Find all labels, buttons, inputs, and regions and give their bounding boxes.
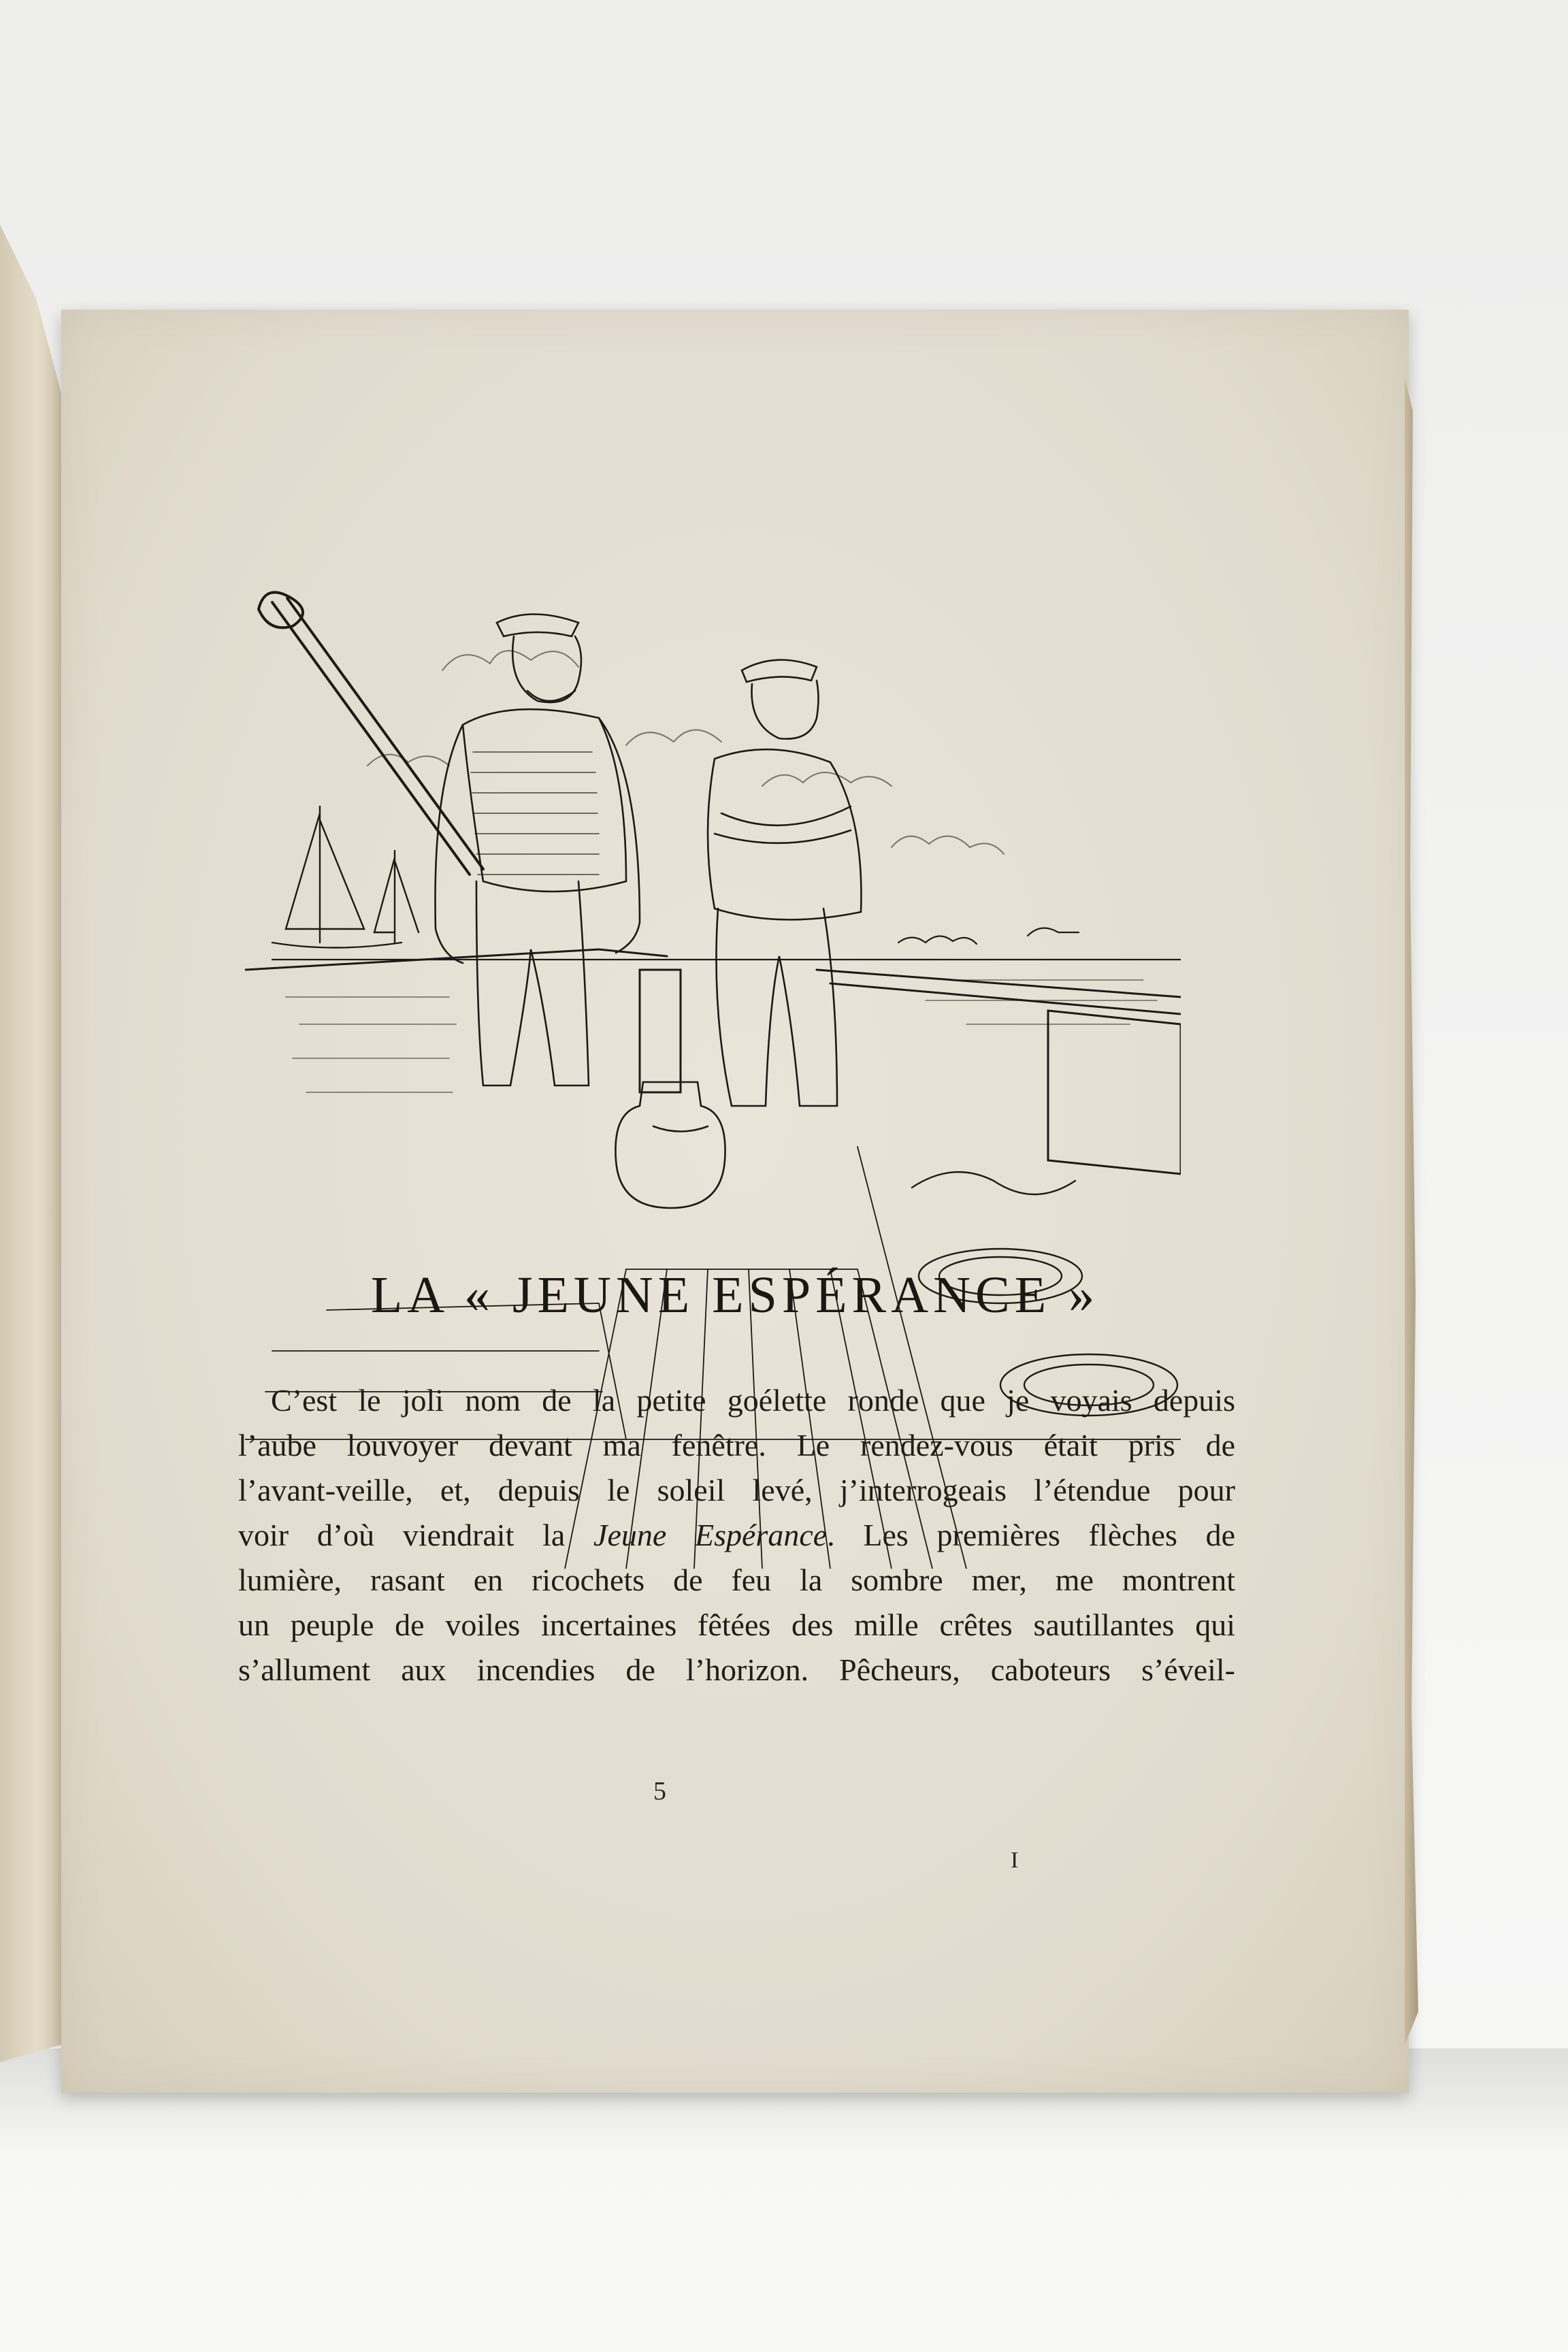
text-line: lumière, rasant en ricochets de feu la sombre mer, me montrent (238, 1563, 1235, 1597)
signature-mark: I (1011, 1848, 1019, 1873)
sea-strokes (286, 980, 1157, 1092)
distant-sailboats (272, 806, 419, 948)
text-segment: . Les premières flèches de (827, 1518, 1235, 1552)
text-line: C’est le joli nom de la petite goélette ronde que je voyais depuis (271, 1383, 1235, 1418)
previous-page-edge (0, 225, 65, 2062)
text-segment: voir d’où viendrait la (238, 1518, 594, 1552)
right-sailor (708, 660, 861, 1106)
vest-hatching (471, 752, 599, 875)
left-sailor (436, 615, 640, 1086)
horizon (272, 928, 1181, 960)
sky-clouds (368, 651, 1004, 854)
text-line: s’allument aux incendies de l’horizon. Pêcheurs, caboteurs s’éveil- (238, 1652, 1235, 1687)
boat-name-italic: Jeune Espérance (593, 1518, 828, 1552)
body-paragraph (238, 1378, 1235, 1693)
text-line: un peuple de voiles incertaines fêtées des mille crêtes sautillantes qui (238, 1607, 1235, 1642)
text-line: l’aube louvoyer devant ma fenêtre. Le rendez-vous était pris de (238, 1428, 1235, 1463)
text-line (238, 1513, 1235, 1558)
book-page (61, 310, 1409, 2093)
text-line: l’avant-veille, et, depuis le soleil levé, j’interrogeais l’étendue pour (238, 1473, 1235, 1507)
chapter-title: LA « JEUNE ESPÉRANCE » (370, 1267, 1100, 1324)
deck-rails (245, 949, 1181, 1174)
boom-pole (259, 592, 483, 875)
page-number: 5 (653, 1777, 666, 1806)
jug (615, 1082, 725, 1208)
